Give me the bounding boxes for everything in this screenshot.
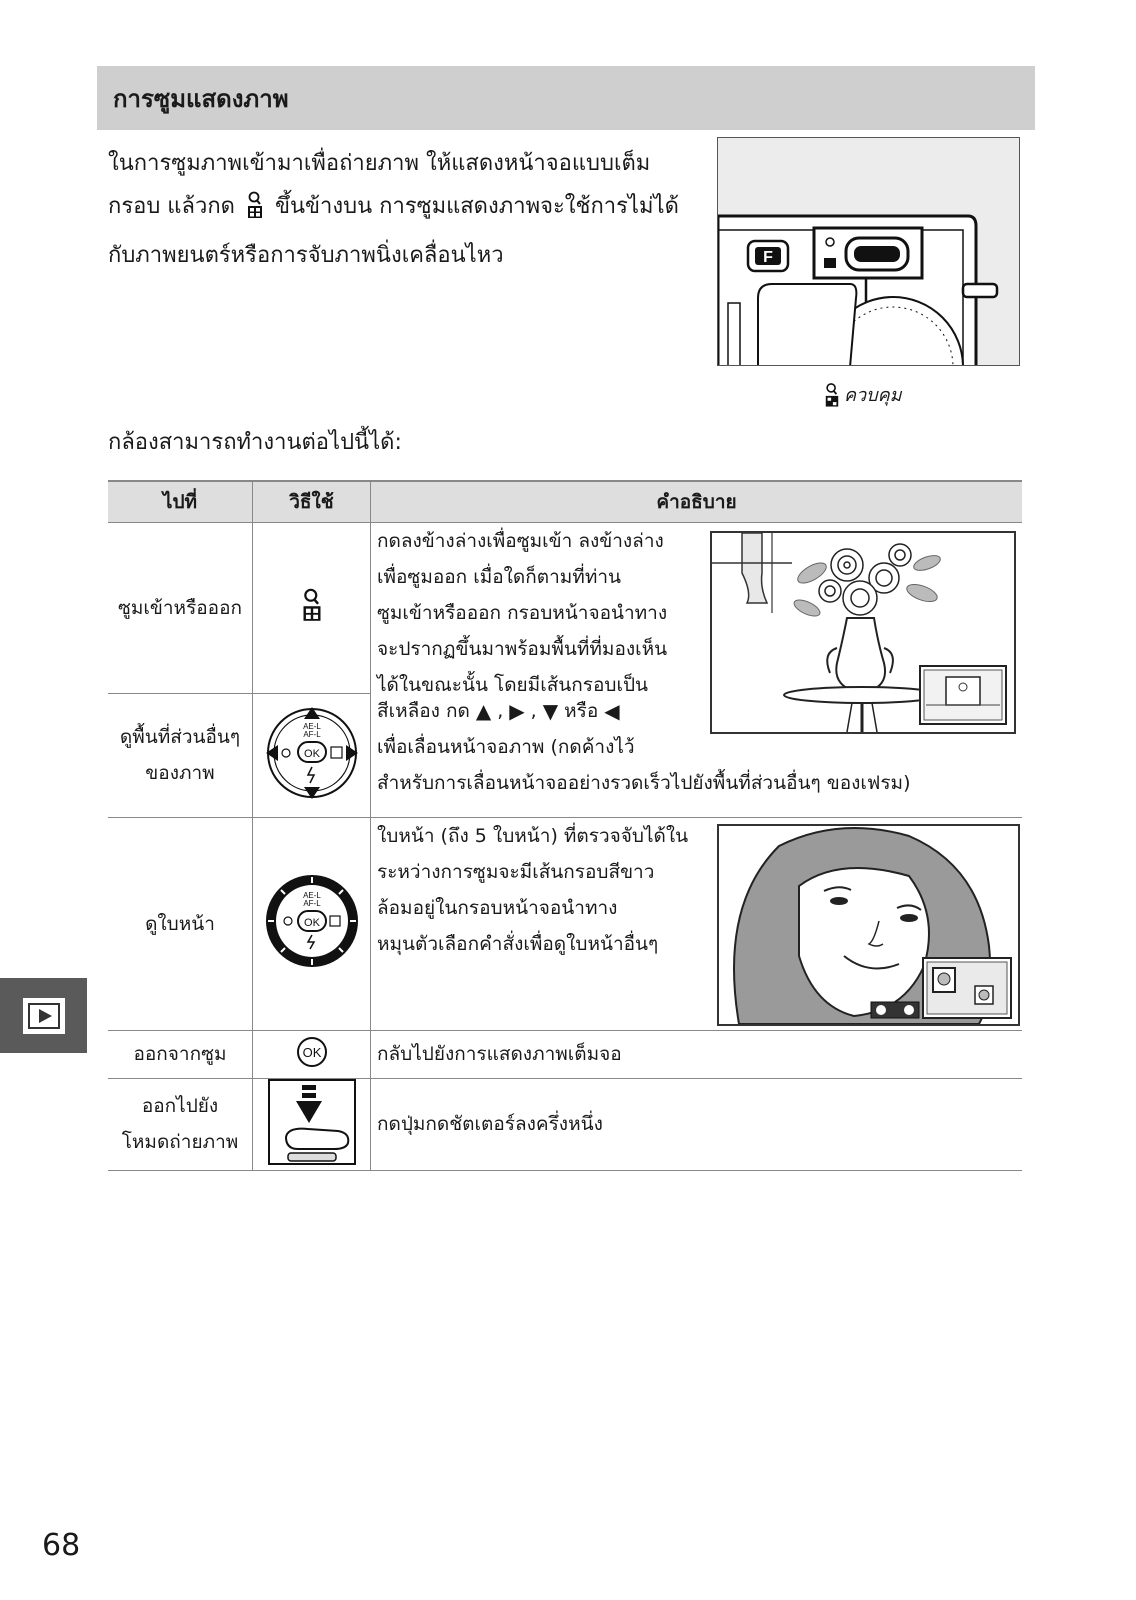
header-goal: ไปที่ <box>108 481 253 523</box>
row-goal-line-2: โหมดถ่ายภาพ <box>121 1131 239 1153</box>
desc-line: ได้ในขณะนั้น โดยมีเส้นกรอบเป็น <box>377 674 649 696</box>
camera-caption <box>824 380 901 409</box>
ae-l-label: AE-L <box>302 891 321 900</box>
row-goal-line-1: ดูพื้นที่ส่วนอื่นๆ <box>119 726 241 748</box>
camera-caption-text: ควบคุม <box>844 385 902 406</box>
table-row <box>108 1078 1022 1170</box>
af-l-label: AF-L <box>302 899 321 908</box>
intro-line-2-b: ขึ้นข้างบน การซูมแสดงภาพจะใช้การไม่ได้ <box>274 194 679 219</box>
table-row <box>108 817 1022 1030</box>
row-goal-line-2: ของภาพ <box>145 762 215 784</box>
page-number: 68 <box>42 1528 81 1563</box>
intro-line-1: ในการซูมภาพเข้ามาเพื่อถ่ายภาพ ให้แสดงหน้าจอแบบเต็ม <box>108 151 651 176</box>
desc-line: ระหว่างการซูมจะมีเส้นกรอบสีขาว <box>377 860 655 883</box>
row-description <box>371 523 1023 694</box>
arrow-up-icon: ▲ <box>475 699 492 723</box>
separator: , <box>530 700 537 722</box>
operations-table <box>108 480 1022 1171</box>
row-goal <box>108 693 253 817</box>
header-method: วิธีใช้ <box>253 481 371 523</box>
desc-line: สำหรับการเลื่อนหน้าจออย่างรวดเร็วไปยังพื้นที่ส่วนอื่นๆ ของเฟรม) <box>377 772 911 794</box>
arrow-down-icon: ▼ <box>542 699 559 723</box>
row-description: กลับไปยังการแสดงภาพเต็มจอ <box>371 1030 1023 1078</box>
playback-section-tab <box>0 978 87 1053</box>
row-description <box>371 817 1023 1030</box>
desc-line: ใบหน้า (ถึง 5 ใบหน้า) ที่ตรวจจับได้ใน <box>377 824 689 847</box>
separator: , <box>497 700 504 722</box>
ok-label: OK <box>303 747 320 760</box>
row-method <box>253 523 371 694</box>
playback-icon <box>22 997 66 1035</box>
desc-line: เพื่อซูมออก เมื่อใดก็ตามที่ท่าน <box>377 566 622 588</box>
desc-line: จะปรากฏขึ้นมาพร้อมพื้นที่ที่มองเห็น <box>377 638 668 660</box>
desc-text: สีเหลือง กด <box>377 700 470 722</box>
zoom-thumbnail-icon <box>246 191 264 234</box>
lead-text: กล้องสามารถทำงานต่อไปนี้ได้: <box>108 430 402 455</box>
arrow-right-icon: ▶ <box>509 699 525 723</box>
intro-line-3: กับภาพยนตร์หรือการจับภาพนิ่งเคลื่อนไหว <box>108 243 504 268</box>
table-header-row <box>108 481 1022 523</box>
ok-button-icon <box>293 1037 331 1067</box>
desc-text: หรือ <box>564 700 599 722</box>
zoomed-face-illustration <box>717 824 1020 1026</box>
desc-line: ซูมเข้าหรือออก กรอบหน้าจอนำทาง <box>377 602 668 624</box>
row-method <box>253 693 371 817</box>
arrow-left-icon: ◀ <box>604 699 620 723</box>
section-title: การซูมแสดงภาพ <box>113 84 289 113</box>
desc-line: กดลงข้างล่างเพื่อซูมเข้า ลงข้างล่าง <box>377 530 664 552</box>
table-row <box>108 693 1022 817</box>
command-dial-icon <box>264 873 360 969</box>
ok-label: OK <box>303 917 320 929</box>
intro-line-2 <box>108 185 688 234</box>
row-goal-line-1: ออกไปยัง <box>141 1095 219 1117</box>
zoom-thumbnail-icon <box>300 588 324 622</box>
row-description: กดปุ่มกดชัตเตอร์ลงครึ่งหนึ่ง <box>371 1078 1023 1170</box>
desc-line: ล้อมอยู่ในกรอบหน้าจอนำทาง <box>377 896 618 919</box>
row-description <box>371 693 1023 817</box>
row-method <box>253 817 371 1030</box>
shutter-release-half-press-icon <box>268 1079 356 1165</box>
row-goal: ซูมเข้าหรือออก <box>108 523 253 694</box>
row-method <box>253 1078 371 1170</box>
row-method <box>253 1030 371 1078</box>
desc-line <box>377 693 1022 729</box>
desc-line: เพื่อเลื่อนหน้าจอภาพ (กดค้างไว้ <box>377 736 635 758</box>
section-header <box>97 66 1035 130</box>
multi-selector-icon <box>264 705 360 801</box>
camera-top-illustration <box>717 137 1020 366</box>
zoom-thumbnail-icon <box>824 382 840 408</box>
desc-line: หมุนตัวเลือกคำสั่งเพื่อดูใบหน้าอื่นๆ <box>377 932 659 955</box>
intro-line-2-a: กรอบ แล้วกด <box>108 194 235 219</box>
row-goal: ออกจากซูม <box>108 1030 253 1078</box>
ae-l-label: AE-L <box>302 721 321 731</box>
table-row <box>108 1030 1022 1078</box>
intro-paragraph <box>108 142 688 277</box>
row-goal: ดูใบหน้า <box>108 817 253 1030</box>
af-l-label: AF-L <box>302 729 321 739</box>
ok-label: OK <box>302 1044 321 1060</box>
f-button-label: F <box>763 249 773 266</box>
row-goal <box>108 1078 253 1170</box>
header-description: คำอธิบาย <box>371 481 1023 523</box>
table-row <box>108 523 1022 694</box>
